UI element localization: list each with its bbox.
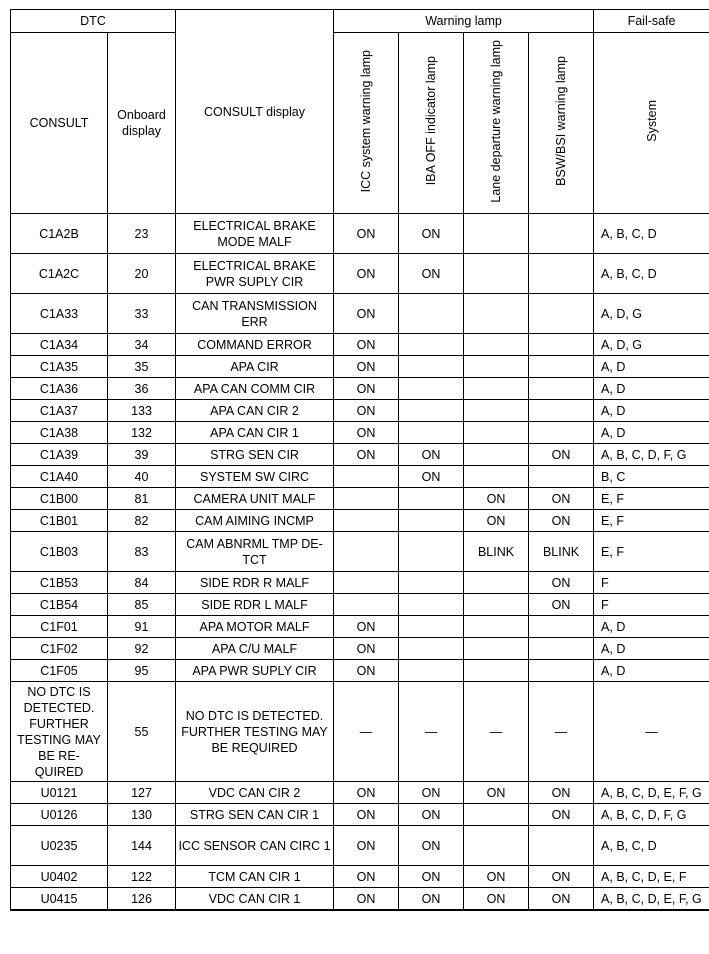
lane-cell: ON — [464, 866, 529, 888]
onboard-cell: 85 — [108, 594, 176, 616]
display-cell: NO DTC IS DETECTED. FURTHER TESTING MAY BE REQUIRED — [176, 682, 334, 782]
consult-cell: C1A37 — [11, 400, 108, 422]
table-row — [11, 444, 709, 466]
lane-cell: ON — [464, 488, 529, 510]
system-cell: F — [594, 572, 709, 594]
consult-cell: C1A34 — [11, 334, 108, 356]
iba-cell: ON — [399, 466, 464, 488]
bsw-cell: ON — [529, 888, 594, 911]
system-cell: A, B, C, D — [594, 214, 709, 254]
display-cell: STRG SEN CAN CIR 1 — [176, 804, 334, 826]
consult-cell: U0402 — [11, 866, 108, 888]
onboard-cell: 40 — [108, 466, 176, 488]
iba-cell — [399, 532, 464, 572]
table-row — [11, 782, 709, 804]
display-cell: APA MOTOR MALF — [176, 616, 334, 638]
table-row — [11, 510, 709, 532]
bsw-cell: ON — [529, 782, 594, 804]
table-row — [11, 466, 709, 488]
system-cell: A, D — [594, 616, 709, 638]
icc-cell: ON — [334, 782, 399, 804]
table-row — [11, 378, 709, 400]
bsw-cell — [529, 616, 594, 638]
table-row — [11, 594, 709, 616]
icc-cell: ON — [334, 616, 399, 638]
display-cell: APA CAN CIR 2 — [176, 400, 334, 422]
iba-lamp-header — [399, 33, 464, 214]
bsw-cell — [529, 254, 594, 294]
iba-cell: ON — [399, 866, 464, 888]
table-body — [11, 214, 709, 911]
table-row — [11, 638, 709, 660]
table-row — [11, 826, 709, 866]
bsw-cell: ON — [529, 444, 594, 466]
table-row — [11, 422, 709, 444]
table-row — [11, 254, 709, 294]
system-cell: A, B, C, D, F, G — [594, 444, 709, 466]
consult-cell: C1B01 — [11, 510, 108, 532]
display-cell: VDC CAN CIR 1 — [176, 888, 334, 911]
icc-cell: ON — [334, 888, 399, 911]
icc-cell: — — [334, 682, 399, 782]
iba-cell — [399, 572, 464, 594]
lane-cell — [464, 356, 529, 378]
lane-lamp-label: Lane departure warning lamp — [489, 39, 504, 203]
table-row — [11, 866, 709, 888]
bsw-cell — [529, 826, 594, 866]
table-row — [11, 888, 709, 911]
system-cell: A, B, C, D, F, G — [594, 804, 709, 826]
lane-cell — [464, 294, 529, 334]
bsw-cell: ON — [529, 594, 594, 616]
consult-cell: C1A2B — [11, 214, 108, 254]
iba-cell — [399, 638, 464, 660]
icc-cell — [334, 594, 399, 616]
consult-cell: C1A35 — [11, 356, 108, 378]
system-cell: A, D — [594, 378, 709, 400]
onboard-cell: 81 — [108, 488, 176, 510]
lane-cell — [464, 422, 529, 444]
lane-cell: ON — [464, 510, 529, 532]
consult-cell: C1A38 — [11, 422, 108, 444]
display-cell: VDC CAN CIR 2 — [176, 782, 334, 804]
iba-cell — [399, 378, 464, 400]
onboard-cell: 36 — [108, 378, 176, 400]
icc-cell — [334, 466, 399, 488]
system-cell: A, D — [594, 660, 709, 682]
table-row — [11, 334, 709, 356]
onboard-cell: 35 — [108, 356, 176, 378]
dtc-table — [10, 9, 709, 911]
consult-cell: C1A36 — [11, 378, 108, 400]
table-row — [11, 572, 709, 594]
lane-cell: — — [464, 682, 529, 782]
icc-cell: ON — [334, 804, 399, 826]
consult-cell: C1A2C — [11, 254, 108, 294]
iba-lamp-label: IBA OFF indicator lamp — [424, 56, 439, 186]
display-cell: SIDE RDR L MALF — [176, 594, 334, 616]
consult-header: CONSULT — [11, 33, 108, 214]
system-cell: A, D — [594, 356, 709, 378]
consult-cell: C1F05 — [11, 660, 108, 682]
lane-cell: BLINK — [464, 532, 529, 572]
bsw-cell — [529, 400, 594, 422]
table-row — [11, 294, 709, 334]
icc-lamp-label: ICC system warning lamp — [359, 49, 374, 193]
lane-cell — [464, 638, 529, 660]
system-cell: E, F — [594, 510, 709, 532]
system-label: System — [644, 100, 659, 142]
dtc-header: DTC — [11, 10, 176, 33]
consult-cell: C1B03 — [11, 532, 108, 572]
bsw-cell: ON — [529, 572, 594, 594]
onboard-cell: 95 — [108, 660, 176, 682]
bsw-cell — [529, 356, 594, 378]
onboard-cell: 84 — [108, 572, 176, 594]
onboard-cell: 33 — [108, 294, 176, 334]
onboard-cell: 144 — [108, 826, 176, 866]
display-cell: CAM AIMING INCMP — [176, 510, 334, 532]
bsw-cell: BLINK — [529, 532, 594, 572]
lane-cell — [464, 804, 529, 826]
lane-cell — [464, 334, 529, 356]
lane-cell — [464, 378, 529, 400]
warning-lamp-header: Warning lamp — [334, 10, 594, 33]
iba-cell — [399, 660, 464, 682]
lane-cell: ON — [464, 888, 529, 911]
consult-cell: NO DTC IS DETECTED. FURTHER TESTING MAY BE RE- QUIRED — [11, 682, 108, 782]
display-cell: APA CAN COMM CIR — [176, 378, 334, 400]
icc-cell: ON — [334, 444, 399, 466]
system-cell: E, F — [594, 488, 709, 510]
lane-cell — [464, 660, 529, 682]
iba-cell: ON — [399, 826, 464, 866]
icc-cell — [334, 510, 399, 532]
bsw-lamp-header — [529, 33, 594, 214]
iba-cell — [399, 616, 464, 638]
icc-cell: ON — [334, 334, 399, 356]
consult-cell: C1A39 — [11, 444, 108, 466]
onboard-cell: 91 — [108, 616, 176, 638]
consult-cell: C1B00 — [11, 488, 108, 510]
onboard-cell: 127 — [108, 782, 176, 804]
display-cell: CAM ABNRML TMP DE- TCT — [176, 532, 334, 572]
display-cell: COMMAND ERROR — [176, 334, 334, 356]
onboard-cell: 132 — [108, 422, 176, 444]
system-cell: A, B, C, D, E, F, G — [594, 888, 709, 911]
icc-cell: ON — [334, 422, 399, 444]
system-cell: A, D, G — [594, 334, 709, 356]
display-cell: ICC SENSOR CAN CIRC 1 — [176, 826, 334, 866]
lane-cell — [464, 616, 529, 638]
iba-cell — [399, 488, 464, 510]
icc-cell: ON — [334, 378, 399, 400]
display-cell: TCM CAN CIR 1 — [176, 866, 334, 888]
consult-cell: C1F02 — [11, 638, 108, 660]
icc-lamp-header — [334, 33, 399, 214]
bsw-cell — [529, 638, 594, 660]
bsw-cell — [529, 422, 594, 444]
consult-cell: C1F01 — [11, 616, 108, 638]
onboard-cell: 55 — [108, 682, 176, 782]
onboard-cell: 39 — [108, 444, 176, 466]
system-cell: A, B, C, D, E, F, G — [594, 782, 709, 804]
lane-cell — [464, 466, 529, 488]
onboard-cell: 34 — [108, 334, 176, 356]
onboard-cell: 126 — [108, 888, 176, 911]
display-cell: APA CAN CIR 1 — [176, 422, 334, 444]
bsw-lamp-label: BSW/BSI warning lamp — [554, 56, 569, 186]
consult-cell: U0415 — [11, 888, 108, 911]
onboard-cell: 133 — [108, 400, 176, 422]
system-cell: E, F — [594, 532, 709, 572]
bsw-cell — [529, 466, 594, 488]
onboard-cell: 82 — [108, 510, 176, 532]
onboard-cell: 20 — [108, 254, 176, 294]
table-row — [11, 488, 709, 510]
iba-cell: ON — [399, 782, 464, 804]
bsw-cell: ON — [529, 866, 594, 888]
lane-cell — [464, 400, 529, 422]
consult-display-header: CONSULT display — [176, 10, 334, 214]
consult-cell: C1A33 — [11, 294, 108, 334]
consult-cell: U0235 — [11, 826, 108, 866]
consult-cell: C1B53 — [11, 572, 108, 594]
iba-cell — [399, 294, 464, 334]
icc-cell: ON — [334, 356, 399, 378]
lane-cell — [464, 214, 529, 254]
icc-cell — [334, 532, 399, 572]
bsw-cell — [529, 294, 594, 334]
lane-cell — [464, 594, 529, 616]
lane-lamp-header — [464, 33, 529, 214]
system-cell: — — [594, 682, 709, 782]
iba-cell — [399, 510, 464, 532]
bsw-cell — [529, 378, 594, 400]
display-cell: SYSTEM SW CIRC — [176, 466, 334, 488]
iba-cell: ON — [399, 444, 464, 466]
display-cell: CAMERA UNIT MALF — [176, 488, 334, 510]
onboard-cell: 130 — [108, 804, 176, 826]
lane-cell — [464, 826, 529, 866]
lane-cell — [464, 444, 529, 466]
consult-cell: C1A40 — [11, 466, 108, 488]
icc-cell: ON — [334, 660, 399, 682]
display-cell: SIDE RDR R MALF — [176, 572, 334, 594]
onboard-cell: 83 — [108, 532, 176, 572]
system-cell: A, B, C, D — [594, 826, 709, 866]
table-row — [11, 356, 709, 378]
table-row — [11, 532, 709, 572]
system-cell: A, D, G — [594, 294, 709, 334]
onboard-cell: 122 — [108, 866, 176, 888]
icc-cell: ON — [334, 866, 399, 888]
display-cell: ELECTRICAL BRAKE MODE MALF — [176, 214, 334, 254]
system-cell: A, D — [594, 422, 709, 444]
icc-cell: ON — [334, 214, 399, 254]
system-cell: A, B, C, D — [594, 254, 709, 294]
display-cell: APA C/U MALF — [176, 638, 334, 660]
system-cell: B, C — [594, 466, 709, 488]
fail-safe-header: Fail-safe — [594, 10, 709, 33]
icc-cell: ON — [334, 254, 399, 294]
iba-cell — [399, 594, 464, 616]
bsw-cell — [529, 660, 594, 682]
iba-cell — [399, 334, 464, 356]
iba-cell — [399, 356, 464, 378]
icc-cell — [334, 488, 399, 510]
bsw-cell: ON — [529, 804, 594, 826]
icc-cell: ON — [334, 400, 399, 422]
onboard-cell: 23 — [108, 214, 176, 254]
table-row — [11, 616, 709, 638]
display-cell: ELECTRICAL BRAKE PWR SUPLY CIR — [176, 254, 334, 294]
system-cell: A, D — [594, 638, 709, 660]
iba-cell: ON — [399, 804, 464, 826]
system-cell: A, D — [594, 400, 709, 422]
bsw-cell — [529, 214, 594, 254]
icc-cell: ON — [334, 826, 399, 866]
system-header — [594, 33, 709, 214]
iba-cell: ON — [399, 214, 464, 254]
table-row — [11, 682, 709, 782]
display-cell: CAN TRANSMISSION ERR — [176, 294, 334, 334]
onboard-display-header: Onboard display — [108, 33, 176, 214]
lane-cell — [464, 254, 529, 294]
lane-cell — [464, 572, 529, 594]
consult-cell: U0126 — [11, 804, 108, 826]
iba-cell: ON — [399, 254, 464, 294]
lane-cell: ON — [464, 782, 529, 804]
onboard-cell: 92 — [108, 638, 176, 660]
icc-cell — [334, 572, 399, 594]
consult-cell: C1B54 — [11, 594, 108, 616]
table-row — [11, 400, 709, 422]
bsw-cell: ON — [529, 510, 594, 532]
table-row — [11, 804, 709, 826]
display-cell: APA PWR SUPLY CIR — [176, 660, 334, 682]
bsw-cell: ON — [529, 488, 594, 510]
bsw-cell — [529, 334, 594, 356]
display-cell: APA CIR — [176, 356, 334, 378]
iba-cell — [399, 422, 464, 444]
display-cell: STRG SEN CIR — [176, 444, 334, 466]
table-row — [11, 214, 709, 254]
icc-cell: ON — [334, 294, 399, 334]
iba-cell — [399, 400, 464, 422]
iba-cell: ON — [399, 888, 464, 911]
consult-cell: U0121 — [11, 782, 108, 804]
bsw-cell: — — [529, 682, 594, 782]
table-row — [11, 660, 709, 682]
icc-cell: ON — [334, 638, 399, 660]
iba-cell: — — [399, 682, 464, 782]
system-cell: A, B, C, D, E, F — [594, 866, 709, 888]
system-cell: F — [594, 594, 709, 616]
